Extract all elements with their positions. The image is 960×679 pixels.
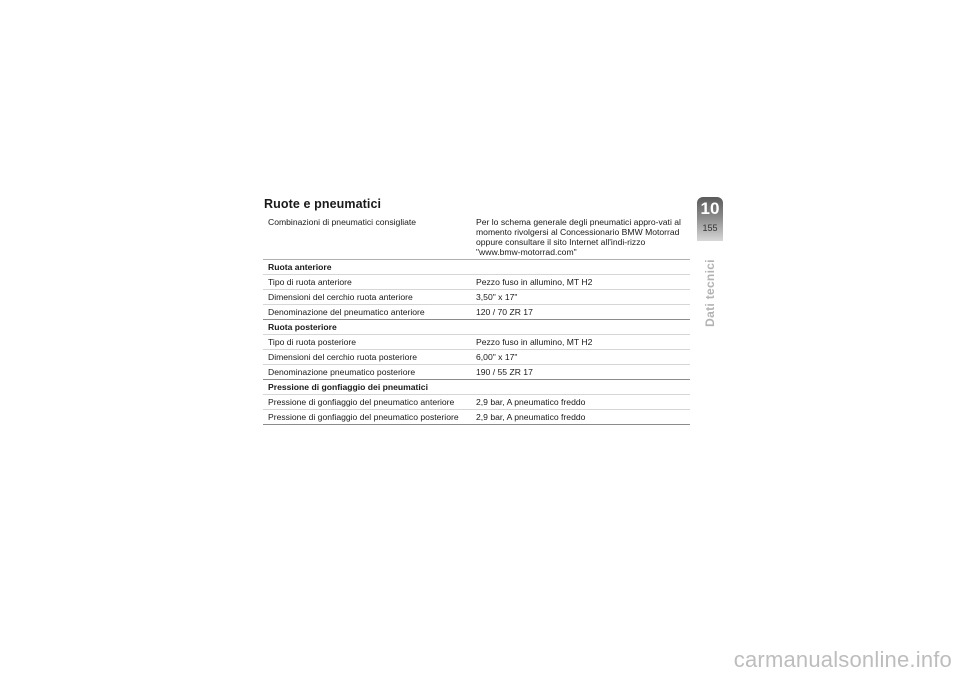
spec-label: Tipo di ruota posteriore [263, 335, 471, 350]
group-heading: Pressione di gonfiaggio dei pneumatici [263, 380, 690, 395]
group-heading: Ruota posteriore [263, 320, 690, 335]
spec-value: 3,50" x 17" [471, 290, 690, 305]
spec-label: Pressione di gonfiaggio del pneumatico posteriore [263, 410, 471, 425]
spec-value: 2,9 bar, A pneumatico freddo [471, 395, 690, 410]
group-heading-row [263, 260, 690, 275]
spec-label: Dimensioni del cerchio ruota anteriore [263, 290, 471, 305]
table-row [263, 410, 690, 425]
group-heading-row [263, 380, 690, 395]
group-heading: Ruota anteriore [263, 260, 690, 275]
spec-label: Tipo di ruota anteriore [263, 275, 471, 290]
page-number: 155 [702, 223, 718, 233]
spec-label: Pressione di gonfiaggio del pneumatico anteriore [263, 395, 471, 410]
spec-label: Denominazione pneumatico posteriore [263, 365, 471, 380]
spec-value: 190 / 55 ZR 17 [471, 365, 690, 380]
table-row [263, 395, 690, 410]
table-row [263, 350, 690, 365]
table-row [263, 305, 690, 320]
chapter-title-text: Dati tecnici [703, 259, 717, 327]
section-title: Ruote e pneumatici [264, 197, 382, 211]
spec-value: Pezzo fuso in allumino, MT H2 [471, 275, 690, 290]
table-row [263, 365, 690, 380]
spec-label: Denominazione del pneumatico anteriore [263, 305, 471, 320]
table-row [263, 215, 690, 260]
group-heading-row [263, 320, 690, 335]
spec-value: 2,9 bar, A pneumatico freddo [471, 410, 690, 425]
table-row [263, 335, 690, 350]
chapter-number: 10 [700, 199, 720, 218]
spec-value: Pezzo fuso in allumino, MT H2 [471, 335, 690, 350]
spec-label: Dimensioni del cerchio ruota posteriore [263, 350, 471, 365]
watermark: carmanualsonline.info [733, 647, 952, 672]
table-row [263, 275, 690, 290]
spec-value: Per lo schema generale degli pneumatici appro-vati al momento rivolgersi al Concessionario BMW Motorrad oppure consultare il sito Internet all'indi-rizzo "www.bmw-motorrad.com" [471, 215, 690, 260]
table-row [263, 290, 690, 305]
chapter-title [699, 243, 721, 343]
spec-table [263, 215, 690, 425]
spec-value: 120 / 70 ZR 17 [471, 305, 690, 320]
spec-label: Combinazioni di pneumatici consigliate [263, 215, 471, 260]
chapter-tab [697, 197, 723, 241]
spec-value: 6,00" x 17" [471, 350, 690, 365]
